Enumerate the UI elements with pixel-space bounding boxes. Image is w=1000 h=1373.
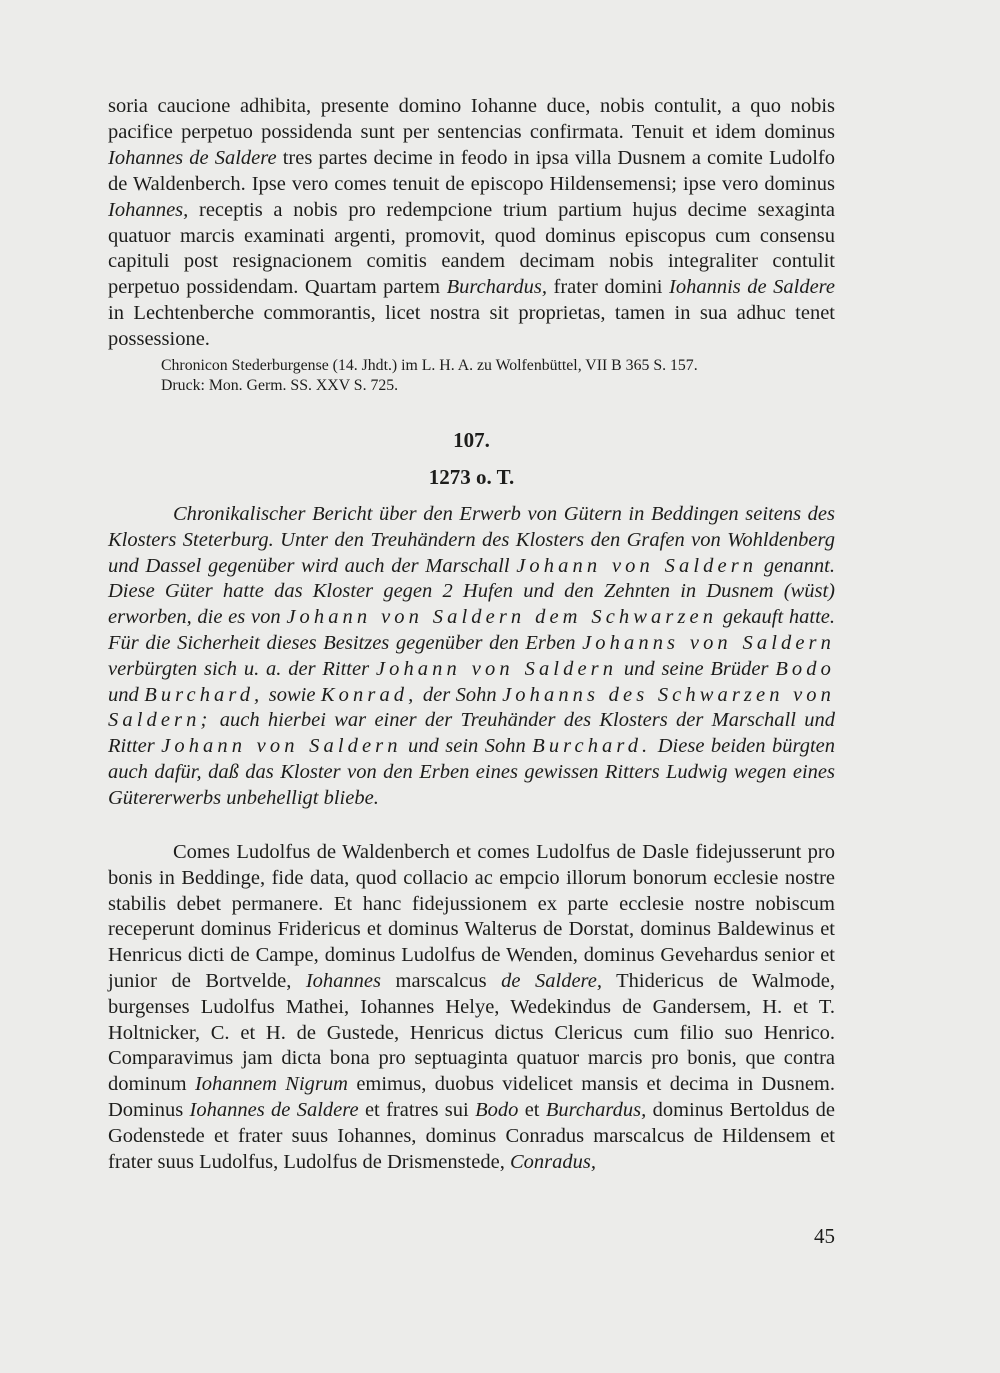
italic-name: Burchardus,: [545, 1098, 647, 1121]
spaced-name: Burchard,: [144, 683, 264, 706]
spaced-name: Johann von Saldern: [516, 554, 758, 577]
spaced-name: Johann von Saldern dem Schwarzen: [286, 606, 718, 629]
italic-name: Iohannem Nigrum: [194, 1073, 348, 1096]
spaced-name: Johanns des Schwarzen von Saldern;: [108, 683, 836, 732]
latin-chronicle-text: Comes Ludolfus de Waldenberch et comes Ludolfus de Dasle fidejusserunt pro bonis in Beddinge, fide data, quod collacio ac empcio illorum bonorum ecclesie nostre stabilis debet permanere. Et hanc fidejussionem ex parte ecclesie nostre nobiscum receperunt dominus Fridericus et dominus Walterus de Dorstat, dominus Baldewinus et Henricus dicti de Campe, dominus Ludolfus de Wenden, dominus Gevehardus senior et junior de Bortvelde, Iohannes marscalcus de Saldere, Thidericus de Walmode, burgenses Ludolfus Mathei, Iohannes Helye, Wedekindus de Gandersem, H. et T. Holtnicker, C. et H. de Gustede, Henricus dictus Clericus cum filio suo Henrico. Comparavimus jam dicta bona pro septuaginta quatuor marcis pro bonis, que contra dominum Iohannem Nigrum emimus, duobus videlicet mansis et decima in Dusnem. Dominus Iohannes de Saldere et fratres sui Bodo et Burchardus, dominus Bertoldus de Godenstede et frater suus Iohannes, dominus Conradus marscalcus de Hildensem et frater suus Ludolfus, Ludolfus de Drismenstede, Conradus,: [108, 841, 835, 1173]
italic-name: Burchardus,: [446, 276, 547, 299]
source-note: [161, 356, 841, 396]
italic-name: de Saldere,: [501, 969, 602, 992]
italic-name: Iohannes: [305, 969, 381, 992]
german-summary: Chronikalischer Bericht über den Erwerb von Gütern in Beddingen seitens des Klosters Steterburg. Unter den Treuhändern des Klosters den Grafen von Wohldenberg und Dassel gegenüber wird auch der Marschall Johann von Saldern genannt. Diese Güter hatte das Kloster gegen 2 Hufen und den Zehnten in Dusnem (wüst) erworben, die es von Johann von Saldern dem Schwarzen gekauft hatte. Für die Sicherheit dieses Besitzes gegenüber den Erben Johanns von Saldern verbürgten sich u. a. der Ritter Johann von Saldern und seine Brüder Bodo und Burchard, sowie Konrad, der Sohn Johanns des Schwarzen von Saldern; auch hierbei war einer der Treuhänder des Klosters der Marschall und Ritter Johann von Saldern und sein Sohn Burchard. Diese beiden bürgten auch dafür, daß das Kloster von den Erben eines gewissen Ritters Ludwig wegen eines Gütererwerbs unbehelligt bliebe.: [108, 503, 836, 809]
page-number: 45: [814, 1224, 835, 1248]
spaced-name: Burchard.: [532, 735, 652, 758]
italic-name: Bodo: [475, 1098, 519, 1121]
document-number: 107.: [453, 428, 490, 452]
spaced-name: Johann von Saldern: [375, 657, 618, 680]
italic-name: Iohannes de Saldere: [108, 146, 277, 169]
spaced-name: Johann von Saldern: [161, 735, 402, 758]
spaced-name: Konrad,: [320, 683, 418, 706]
source-line: Chronicon Stederburgense (14. Jhdt.) im L. H. A. zu Wolfenbüttel, VII B 365 S. 157.: [161, 357, 698, 374]
italic-name: Conradus,: [509, 1150, 596, 1173]
italic-name: Iohannis de Saldere: [669, 276, 835, 299]
latin-text-continuation: soria caucione adhibita, presente domino Iohanne duce, nobis contulit, a quo nobis pacifice perpetuo possidenda sunt per sentencias confirmata. Tenuit et idem dominus Iohannes de Saldere tres partes decime in feodo in ipsa villa Dusnem a comite Ludolfo de Waldenberch. Ipse vero comes tenuit de episcopo Hildensemensi; ipse vero dominus Iohannes, receptis a nobis pro redempcione trium partium hujus decime sexaginta quatuor marcis examinati argenti, promovit, quod dominus episcopus cum consensu capituli post resignacionem comitis eandem decimam nobis integraliter contulit perpetuo possidendam. Quartam partem Burchardus, frater domini Iohannis de Saldere in Lechtenberche commorantis, licet nostra sit proprietas, tamen in sua adhuc tenet possessione.: [108, 95, 835, 351]
print-reference: Druck: Mon. Germ. SS. XXV S. 725.: [161, 377, 399, 394]
spaced-name: Bodo: [775, 657, 835, 680]
italic-name: Iohannes,: [108, 198, 189, 221]
italic-name: Iohannes de Saldere: [189, 1098, 359, 1121]
document-date: 1273 o. T.: [428, 465, 515, 489]
spaced-name: Johanns von Saldern: [582, 631, 835, 654]
